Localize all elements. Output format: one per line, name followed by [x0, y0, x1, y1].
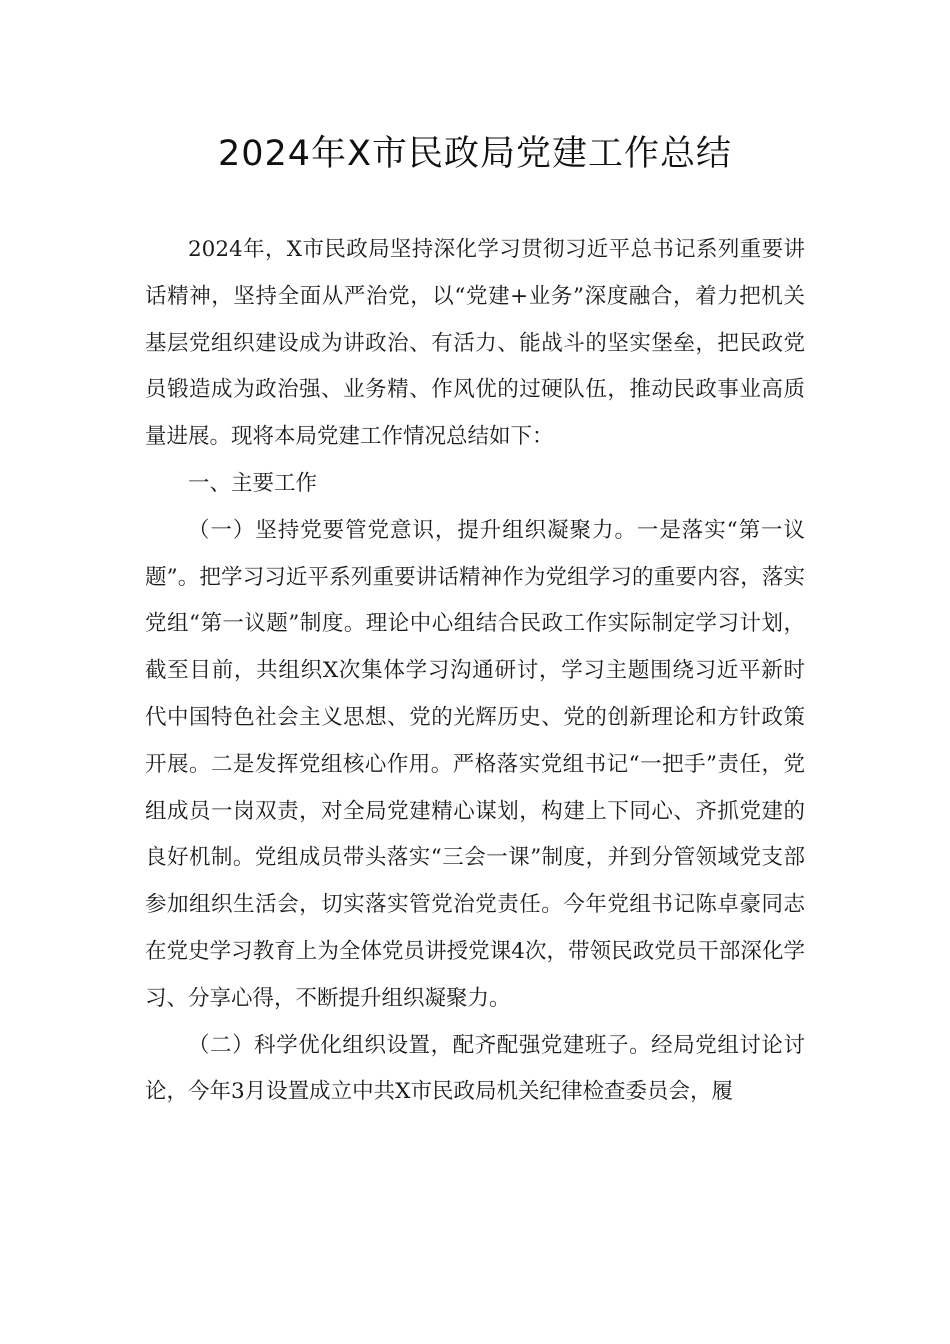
section-heading: 一、主要工作 [188, 470, 318, 496]
document-body [145, 227, 805, 1116]
paragraph-1: （一）坚持党要管党意识，提升组织凝聚力。一是落实“第一议题”。把学习习近平系列重要讲话精神作为党组学习的重要内容，落实党组“第一议题”制度。理论中心组结合民政工作实际制定学习计划，截至目前，共组织X次集体学习沟通研讨，学习主题围绕习近平新时代中国特色社会主义思想、党的光辉历史、党的创新理论和方针政策开展。二是发挥党组核心作用。严格落实党组书记“一把手”责任，党组成员一岗双责，对全局党建精心谋划，构建上下同心、齐抓党建的良好机制。党组成员带头落实“三会一课”制度，并到分管领域党支部参加组织生活会，切实落实管党治党责任。今年党组书记陈卓豪同志在党史学习教育上为全体党员讲授党课4次，带领民政党员干部深化学习、分享心得，不断提升组织凝聚力。 [145, 517, 805, 1011]
document-title: 2024年X市民政局党建工作总结 [217, 134, 733, 174]
paragraph-2: （二）科学优化组织设置，配齐配强党建班子。经局党组讨论讨论，今年3月设置成立中共X市民政局机关纪律检查委员会，履 [145, 1032, 805, 1105]
intro-paragraph: 2024年，X市民政局坚持深化学习贯彻习近平总书记系列重要讲话精神，坚持全面从严治党，以“党建+业务”深度融合，着力把机关基层党组织建设成为讲政治、有活力、能战斗的坚实堡垒，把民政党员锻造成为政治强、业务精、作风优的过硬队伍，推动民政事业高质量进展。现将本局党建工作情况总结如下： [145, 237, 805, 450]
